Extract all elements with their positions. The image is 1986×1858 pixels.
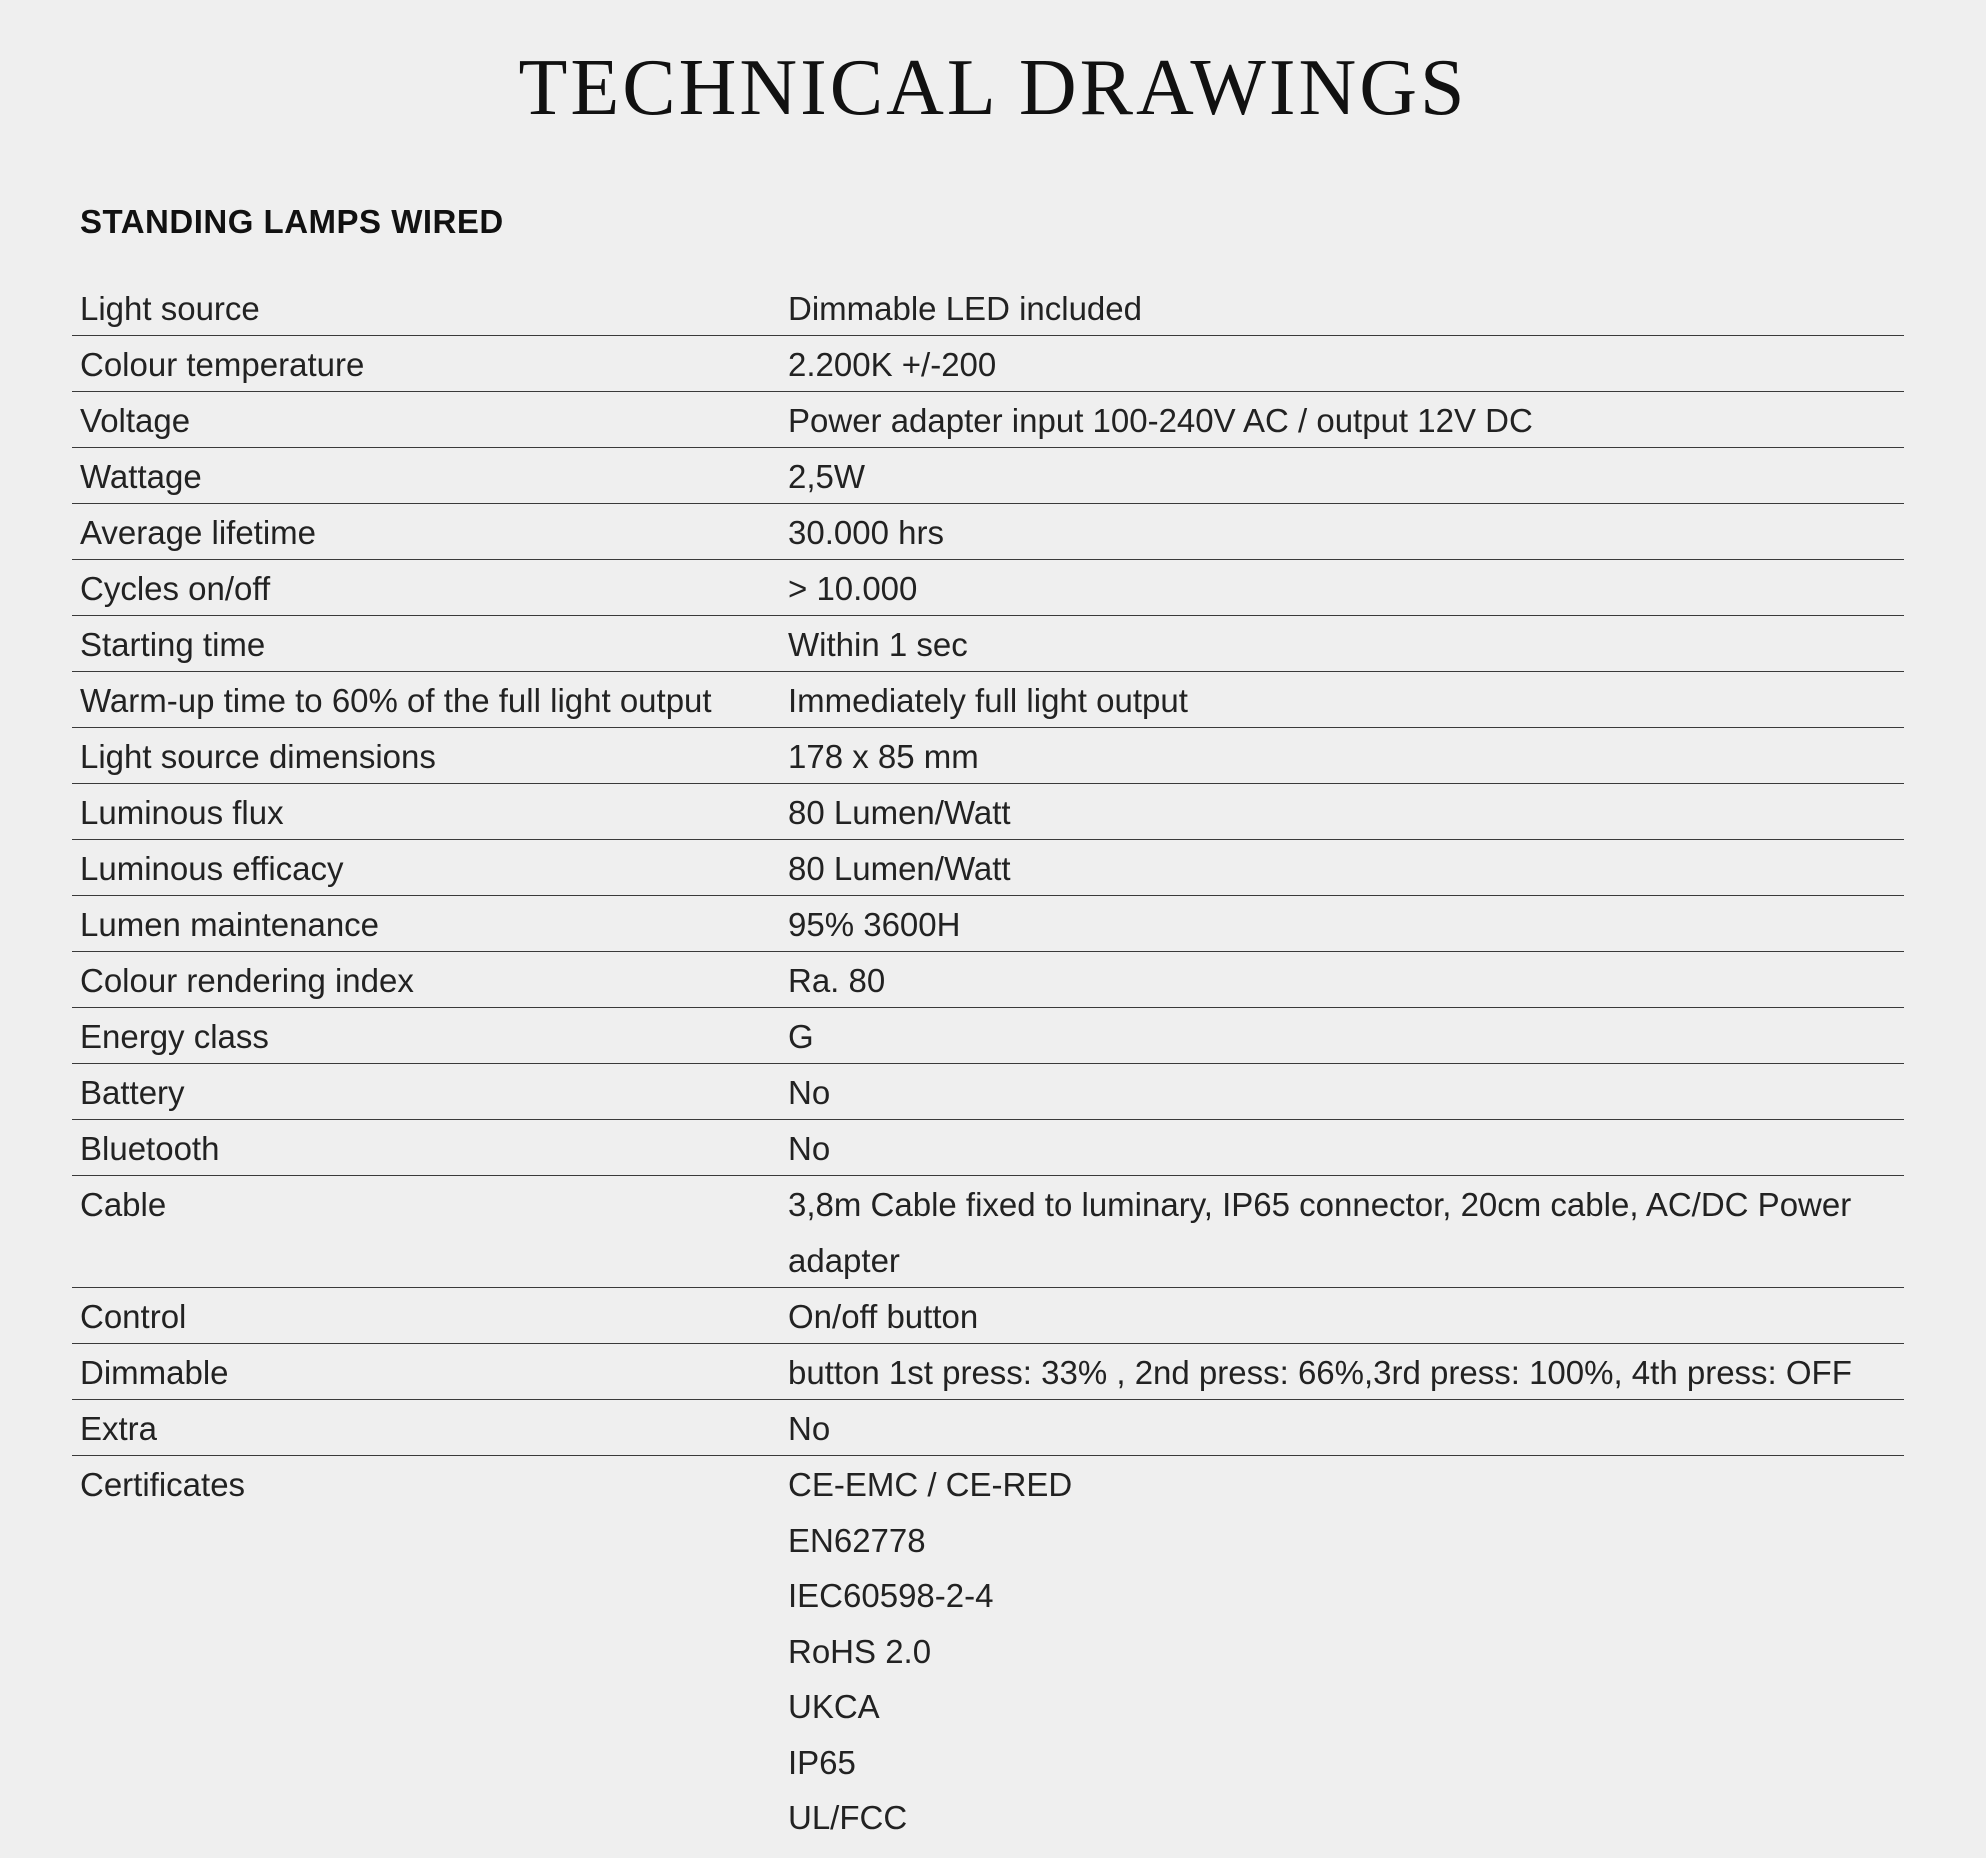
spec-value: Within 1 sec bbox=[788, 626, 968, 663]
spec-value: 30.000 hrs bbox=[788, 514, 944, 551]
certificate-item: UL/FCC bbox=[788, 1799, 908, 1836]
spec-label: Cable bbox=[80, 1186, 167, 1223]
spec-label: Voltage bbox=[80, 402, 191, 439]
spec-label: Colour temperature bbox=[80, 346, 365, 383]
certificate-item: IEC60598-2-4 bbox=[788, 1577, 994, 1614]
spec-label: Luminous flux bbox=[80, 794, 284, 831]
spec-row-light-source-dimensions bbox=[72, 728, 1904, 784]
certificate-item: RoHS 2.0 bbox=[788, 1632, 932, 1670]
spec-value: On/off button bbox=[788, 1298, 979, 1335]
spec-label: Energy class bbox=[80, 1018, 269, 1055]
spec-row-certificates bbox=[72, 1456, 1904, 1844]
spec-value: 3,8m Cable fixed to luminary, IP65 connector, 20cm cable, AC/DC Power adapter bbox=[788, 1186, 1852, 1279]
spec-value: G bbox=[788, 1018, 814, 1055]
spec-row-energy-class bbox=[72, 1008, 1904, 1064]
spec-row-bluetooth bbox=[72, 1120, 1904, 1176]
spec-label: Warm-up time to 60% of the full light output bbox=[80, 682, 712, 719]
spec-label: Battery bbox=[80, 1074, 185, 1111]
spec-label: Bluetooth bbox=[80, 1130, 220, 1167]
spec-value: Ra. 80 bbox=[788, 962, 886, 999]
spec-value: No bbox=[788, 1074, 831, 1111]
spec-row-starting-time bbox=[72, 616, 1904, 672]
spec-label: Starting time bbox=[80, 626, 266, 663]
spec-value: button 1st press: 33% , 2nd press: 66%,3rd press: 100%, 4th press: OFF bbox=[788, 1354, 1852, 1391]
spec-label: Certificates bbox=[80, 1466, 246, 1503]
spec-row-battery bbox=[72, 1064, 1904, 1120]
spec-row-warm-up-time bbox=[72, 672, 1904, 728]
spec-value bbox=[788, 1457, 1904, 1846]
spec-label: Colour rendering index bbox=[80, 962, 414, 999]
spec-row-colour-temperature bbox=[72, 336, 1904, 392]
section-title: STANDING LAMPS WIRED bbox=[80, 203, 504, 240]
spec-value: 2,5W bbox=[788, 458, 866, 495]
spec-row-cycles bbox=[72, 560, 1904, 616]
spec-value: 95% 3600H bbox=[788, 906, 961, 943]
certificate-item: CE-EMC / CE-RED bbox=[788, 1466, 1073, 1503]
spec-label: Control bbox=[80, 1298, 187, 1335]
spec-value: No bbox=[788, 1410, 831, 1447]
spec-value: 80 Lumen/Watt bbox=[788, 794, 1011, 831]
spec-row-voltage bbox=[72, 392, 1904, 448]
spec-label: Light source dimensions bbox=[80, 738, 436, 775]
spec-row-control bbox=[72, 1288, 1904, 1344]
spec-row-cable bbox=[72, 1176, 1904, 1288]
spec-label: Light source bbox=[80, 290, 260, 327]
certificate-list bbox=[788, 1457, 1904, 1846]
page-title: TECHNICAL DRAWINGS bbox=[518, 44, 1468, 132]
certificate-item: EN62778 bbox=[788, 1521, 926, 1559]
spec-value: Dimmable LED included bbox=[788, 290, 1142, 327]
spec-row-extra bbox=[72, 1400, 1904, 1456]
spec-label: Extra bbox=[80, 1410, 158, 1447]
spec-label: Lumen maintenance bbox=[80, 906, 380, 943]
spec-row-light-source bbox=[72, 280, 1904, 336]
certificate-item: UKCA bbox=[788, 1688, 880, 1725]
certificate-item: IP65 bbox=[788, 1743, 856, 1781]
spec-row-wattage bbox=[72, 448, 1904, 504]
spec-row-colour-rendering-index bbox=[72, 952, 1904, 1008]
spec-label: Dimmable bbox=[80, 1354, 229, 1391]
spec-label: Luminous efficacy bbox=[80, 850, 344, 887]
spec-value: Immediately full light output bbox=[788, 682, 1188, 719]
spec-value: 80 Lumen/Watt bbox=[788, 850, 1011, 887]
spec-label: Wattage bbox=[80, 458, 202, 495]
spec-row-luminous-efficacy bbox=[72, 840, 1904, 896]
spec-label: Average lifetime bbox=[80, 514, 317, 551]
spec-row-dimmable bbox=[72, 1344, 1904, 1400]
spec-row-average-lifetime bbox=[72, 504, 1904, 560]
spec-value: 2.200K +/-200 bbox=[788, 346, 997, 383]
spec-value: 178 x 85 mm bbox=[788, 738, 979, 775]
spec-table bbox=[72, 280, 1904, 1844]
spec-row-luminous-flux bbox=[72, 784, 1904, 840]
spec-row-lumen-maintenance bbox=[72, 896, 1904, 952]
spec-value: No bbox=[788, 1130, 831, 1167]
spec-value: Power adapter input 100-240V AC / output 12V DC bbox=[788, 402, 1533, 439]
spec-label: Cycles on/off bbox=[80, 570, 271, 607]
spec-value: > 10.000 bbox=[788, 570, 918, 607]
